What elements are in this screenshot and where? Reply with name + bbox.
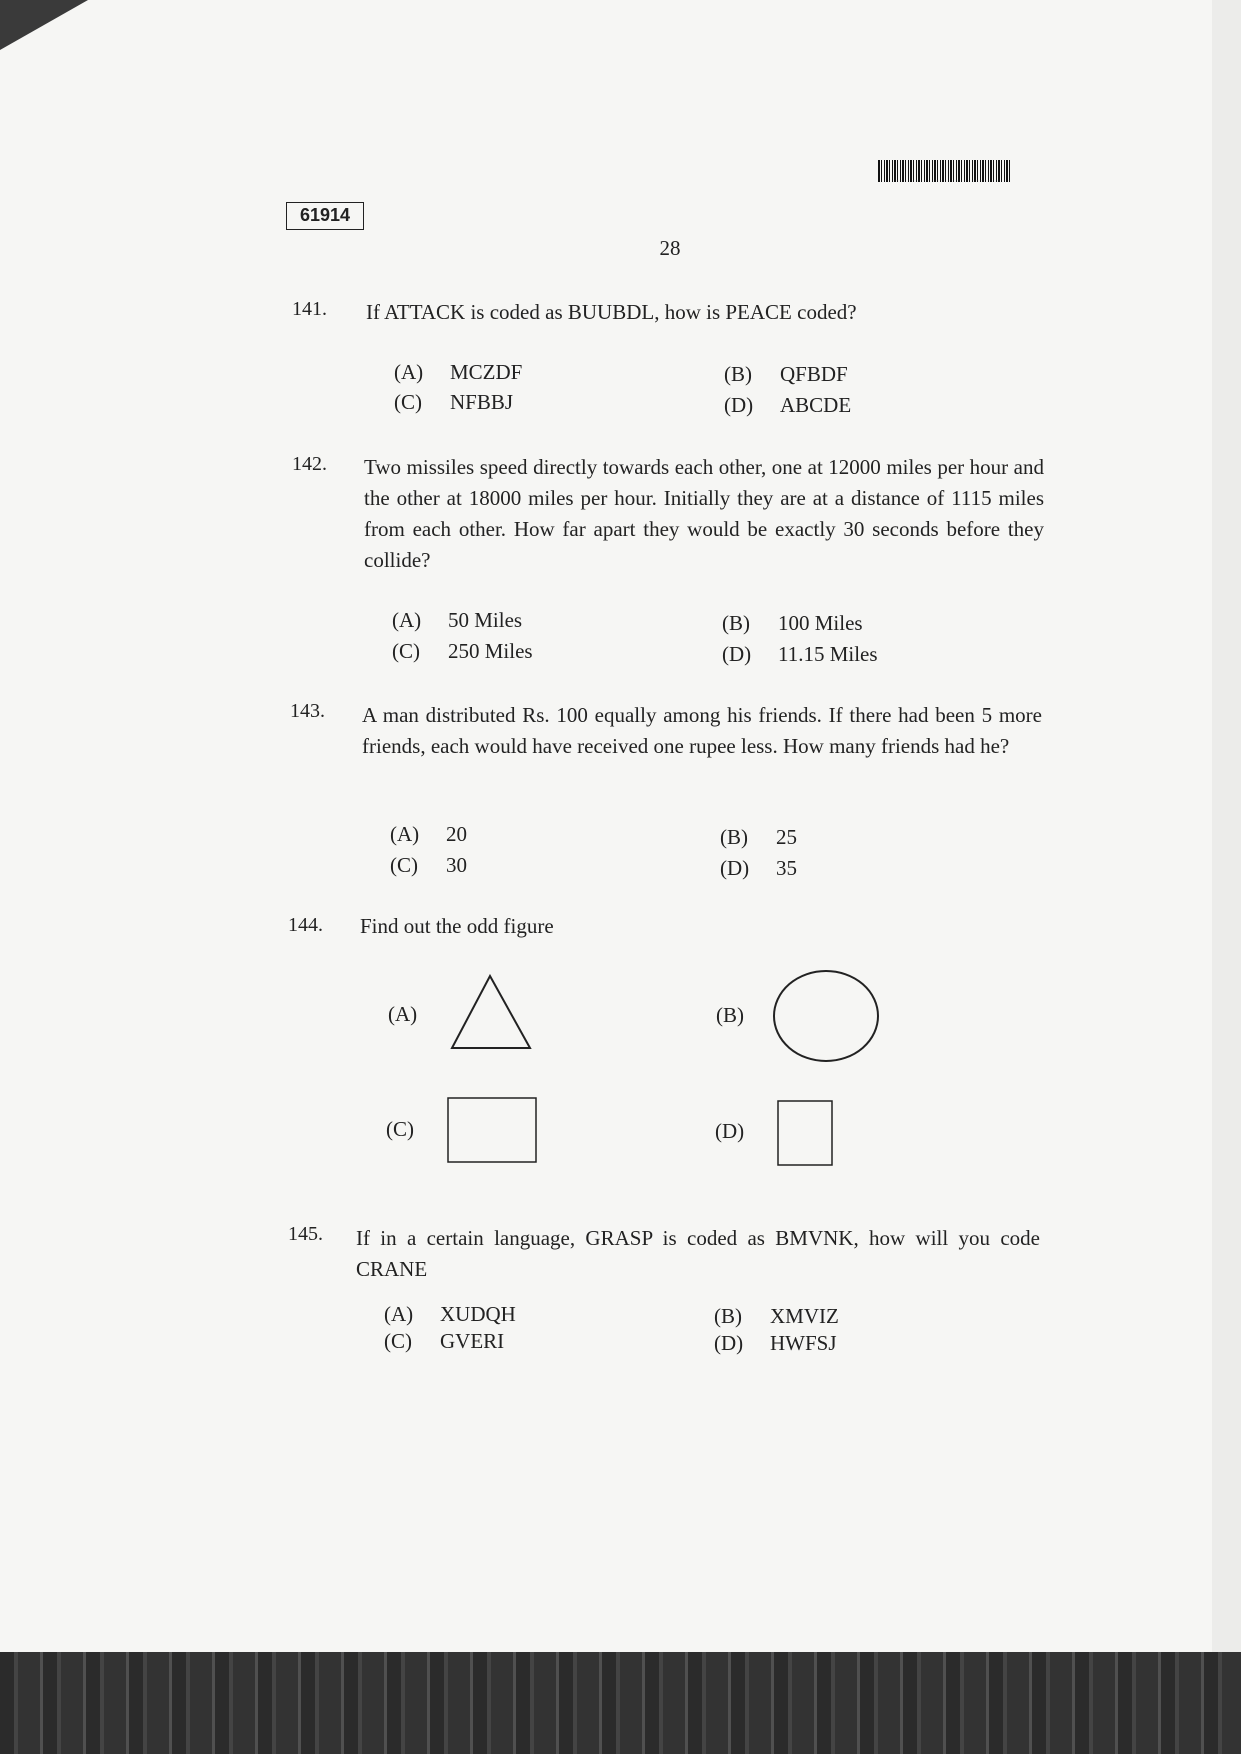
option-label: (A) (388, 1002, 418, 1026)
option-label: (C) (386, 1117, 414, 1141)
option-a[interactable] (390, 822, 467, 847)
option-label: (C) (384, 1329, 412, 1353)
option-value: 250 Miles (448, 639, 533, 663)
option-label: (D) (715, 1119, 745, 1143)
option-a[interactable] (384, 1302, 516, 1327)
question-number: 141. (292, 298, 327, 320)
option-d[interactable] (720, 856, 797, 881)
question-number: 142. (292, 453, 327, 475)
question-number: 143. (290, 700, 325, 722)
rectangle-icon (446, 1096, 540, 1164)
option-c[interactable] (384, 1329, 504, 1354)
option-value: 11.15 Miles (778, 642, 878, 666)
option-a[interactable] (394, 360, 522, 385)
option-value: QFBDF (780, 362, 848, 386)
option-value: 30 (446, 853, 467, 877)
option-label: (B) (720, 825, 748, 849)
barcode-icon (878, 160, 1011, 182)
option-label: (D) (714, 1331, 744, 1355)
question-text: If in a certain language, GRASP is coded as BMVNK, how will you code CRANE (356, 1226, 1040, 1281)
option-value: 100 Miles (778, 611, 863, 635)
option-label: (C) (394, 390, 422, 414)
option-d[interactable] (722, 642, 878, 667)
option-value: 25 (776, 825, 797, 849)
option-b[interactable] (722, 611, 863, 636)
triangle-icon (450, 974, 534, 1050)
scanner-background (0, 1652, 1241, 1754)
option-a[interactable] (392, 608, 522, 633)
option-d[interactable] (724, 393, 851, 418)
tall-rectangle-icon (776, 1099, 836, 1167)
question-text: A man distributed Rs. 100 equally among his friends. If there had been 5 more friends, each would have received one rupee less. How many friends had he? (362, 703, 1042, 758)
option-label: (D) (720, 856, 750, 880)
option-value: NFBBJ (450, 390, 514, 414)
option-label: (D) (724, 393, 754, 417)
option-value: HWFSJ (770, 1331, 837, 1355)
option-c[interactable] (394, 390, 513, 415)
ellipse-icon (770, 968, 882, 1064)
option-label: (A) (384, 1302, 414, 1326)
question-number: 144. (288, 914, 323, 936)
option-label: (B) (722, 611, 750, 635)
option-value: MCZDF (450, 360, 523, 384)
option-b[interactable] (724, 362, 848, 387)
option-value: XMVIZ (770, 1304, 839, 1328)
option-label: (B) (724, 362, 752, 386)
option-b[interactable] (716, 1003, 744, 1028)
page-margin (1212, 0, 1241, 1652)
option-b[interactable] (714, 1304, 839, 1329)
option-value: 20 (446, 822, 467, 846)
option-value: ABCDE (780, 393, 852, 417)
option-value: 50 Miles (448, 608, 523, 632)
question-number: 145. (288, 1223, 323, 1245)
option-label: (A) (390, 822, 420, 846)
option-c[interactable] (392, 639, 533, 664)
question-text: Two missiles speed directly towards each other, one at 12000 miles per hour and the other at 18000 miles per hour. Initially they are at a distance of 1115 miles from each other. How far apart they would be exactly 30 seconds before they collide? (364, 455, 1044, 572)
option-label: (B) (716, 1003, 744, 1027)
option-d[interactable] (715, 1119, 744, 1144)
option-label: (B) (714, 1304, 742, 1328)
question-text: If ATTACK is coded as BUUBDL, how is PEACE coded? (366, 300, 857, 324)
paper-code-box: 61914 (286, 202, 364, 230)
option-label: (D) (722, 642, 752, 666)
option-label: (C) (392, 639, 420, 663)
option-c[interactable] (390, 853, 467, 878)
option-d[interactable] (714, 1331, 837, 1356)
option-label: (A) (394, 360, 424, 384)
option-label: (A) (392, 608, 422, 632)
option-a[interactable] (388, 1002, 417, 1027)
page-number: 28 (659, 236, 681, 260)
question-text: Find out the odd figure (360, 914, 554, 938)
option-value: GVERI (440, 1329, 505, 1353)
option-value: XUDQH (440, 1302, 516, 1326)
option-b[interactable] (720, 825, 797, 850)
option-value: 35 (776, 856, 797, 880)
option-c[interactable] (386, 1117, 414, 1142)
option-label: (C) (390, 853, 418, 877)
